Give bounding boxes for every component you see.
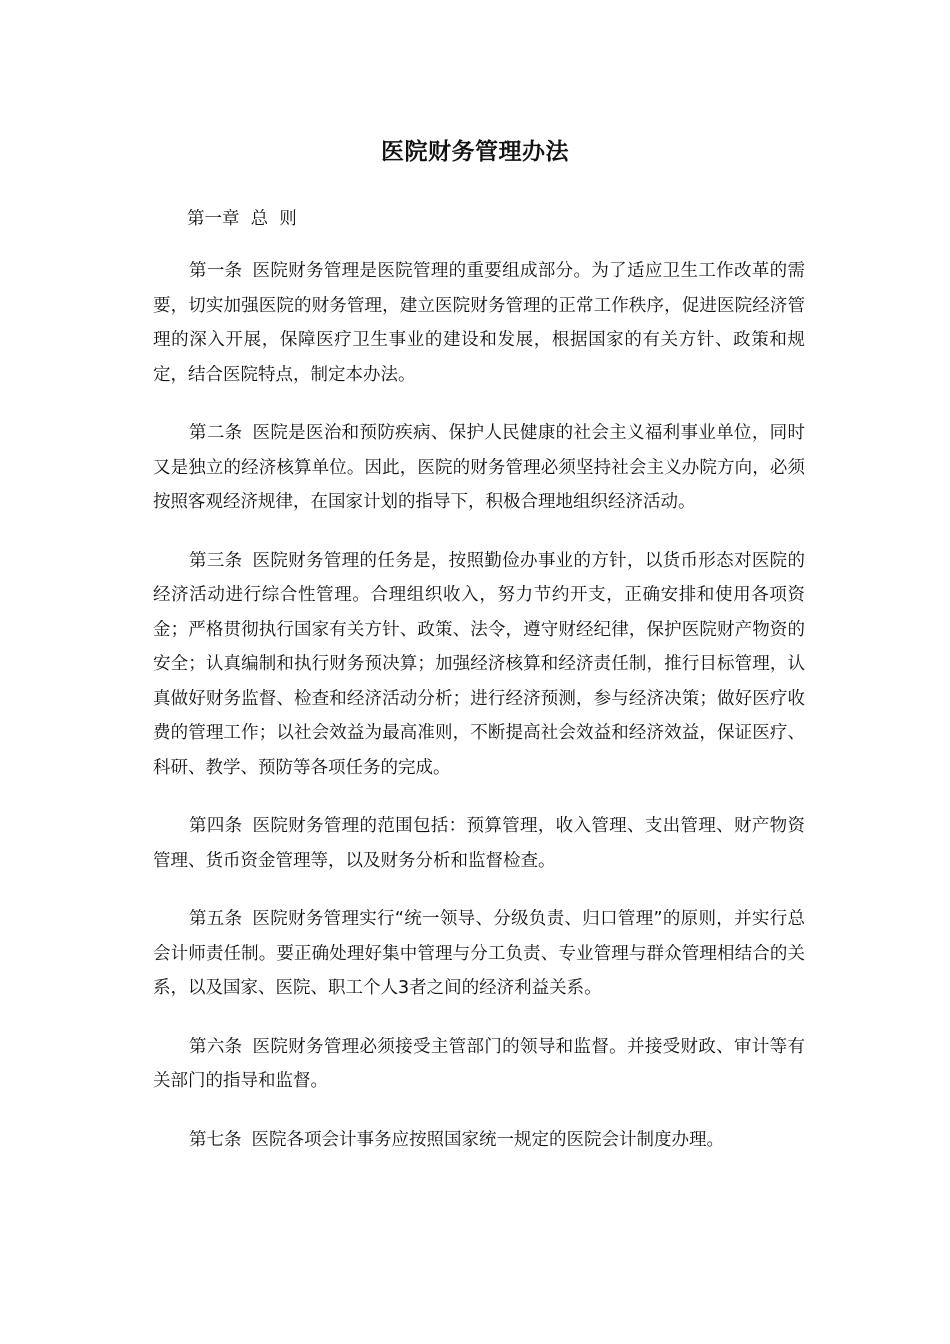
article-label: 第四条 — [189, 816, 243, 836]
article-label: 第七条 — [189, 1129, 242, 1150]
article-label: 第一条 — [189, 261, 243, 281]
article-paragraph — [153, 416, 805, 520]
article-paragraph — [153, 254, 805, 392]
chapter-heading: 第一章 总 则 — [187, 209, 297, 229]
article-label: 第六条 — [189, 1036, 243, 1057]
article-text: 医院是医治和预防疾病、保护人民健康的社会主义福利事业单位，同时又是独立的经济核算单位。因此，医院的财务管理必须坚持社会主义办院方向，必须按照客观经济规律，在国家计划的指导下，积极合理地组织经济活动。 — [153, 423, 805, 512]
article-paragraph — [153, 902, 805, 1006]
article-paragraph — [153, 1030, 805, 1099]
article-text: 医院财务管理的任务是，按照勤俭办事业的方针，以货币形态对医院的经济活动进行综合性管理。合理组织收入，努力节约开支，正确安排和使用各项资金；严格贯彻执行国家有关方针、政策、法令，遵守财经纪律，保护医院财产物资的安全；认真编制和执行财务预决算；加强经济核算和经济责任制，推行目标管理，认真做好财务监督、检查和经济活动分析；进行经济预测，参与经济决策；做好医疗收费的管理工作；以社会效益为最高准则，不断提高社会效益和经济效益，保证医疗、科研、教学、预防等各项任务的完成。 — [153, 550, 805, 778]
article-text: 医院财务管理实行“统一领导、分级负责、归口管理”的原则，并实行总会计师责任制。要正确处理好集中管理与分工负责、专业管理与群众管理相结合的关系，以及国家、医院、职工个人3者之间的经济利益关系。 — [153, 909, 805, 998]
article-text: 医院财务管理是医院管理的重要组成部分。为了适应卫生工作改革的需要，切实加强医院的财务管理，建立医院财务管理的正常工作秩序，促进医院经济管理的深入开展，保障医疗卫生事业的建设和发展，根据国家的有关方针、政策和规定，结合医院特点，制定本办法。 — [153, 261, 805, 385]
article-text: 医院各项会计事务应按照国家统一规定的医院会计制度办理。 — [251, 1129, 724, 1150]
document-title: 医院财务管理办法 — [381, 138, 569, 165]
article-paragraph — [153, 809, 805, 878]
article-text: 医院财务管理必须接受主管部门的领导和监督。并接受财政、审计等有关部门的指导和监督。 — [153, 1036, 805, 1091]
article-paragraph — [153, 544, 805, 786]
article-list — [153, 254, 805, 1181]
article-label: 第三条 — [189, 550, 243, 571]
article-label: 第五条 — [189, 909, 243, 929]
article-text: 医院财务管理的范围包括：预算管理，收入管理、支出管理、财产物资管理、货币资金管理等，以及财务分析和监督检查。 — [153, 816, 805, 871]
article-label: 第二条 — [189, 423, 243, 443]
article-paragraph — [153, 1123, 805, 1158]
